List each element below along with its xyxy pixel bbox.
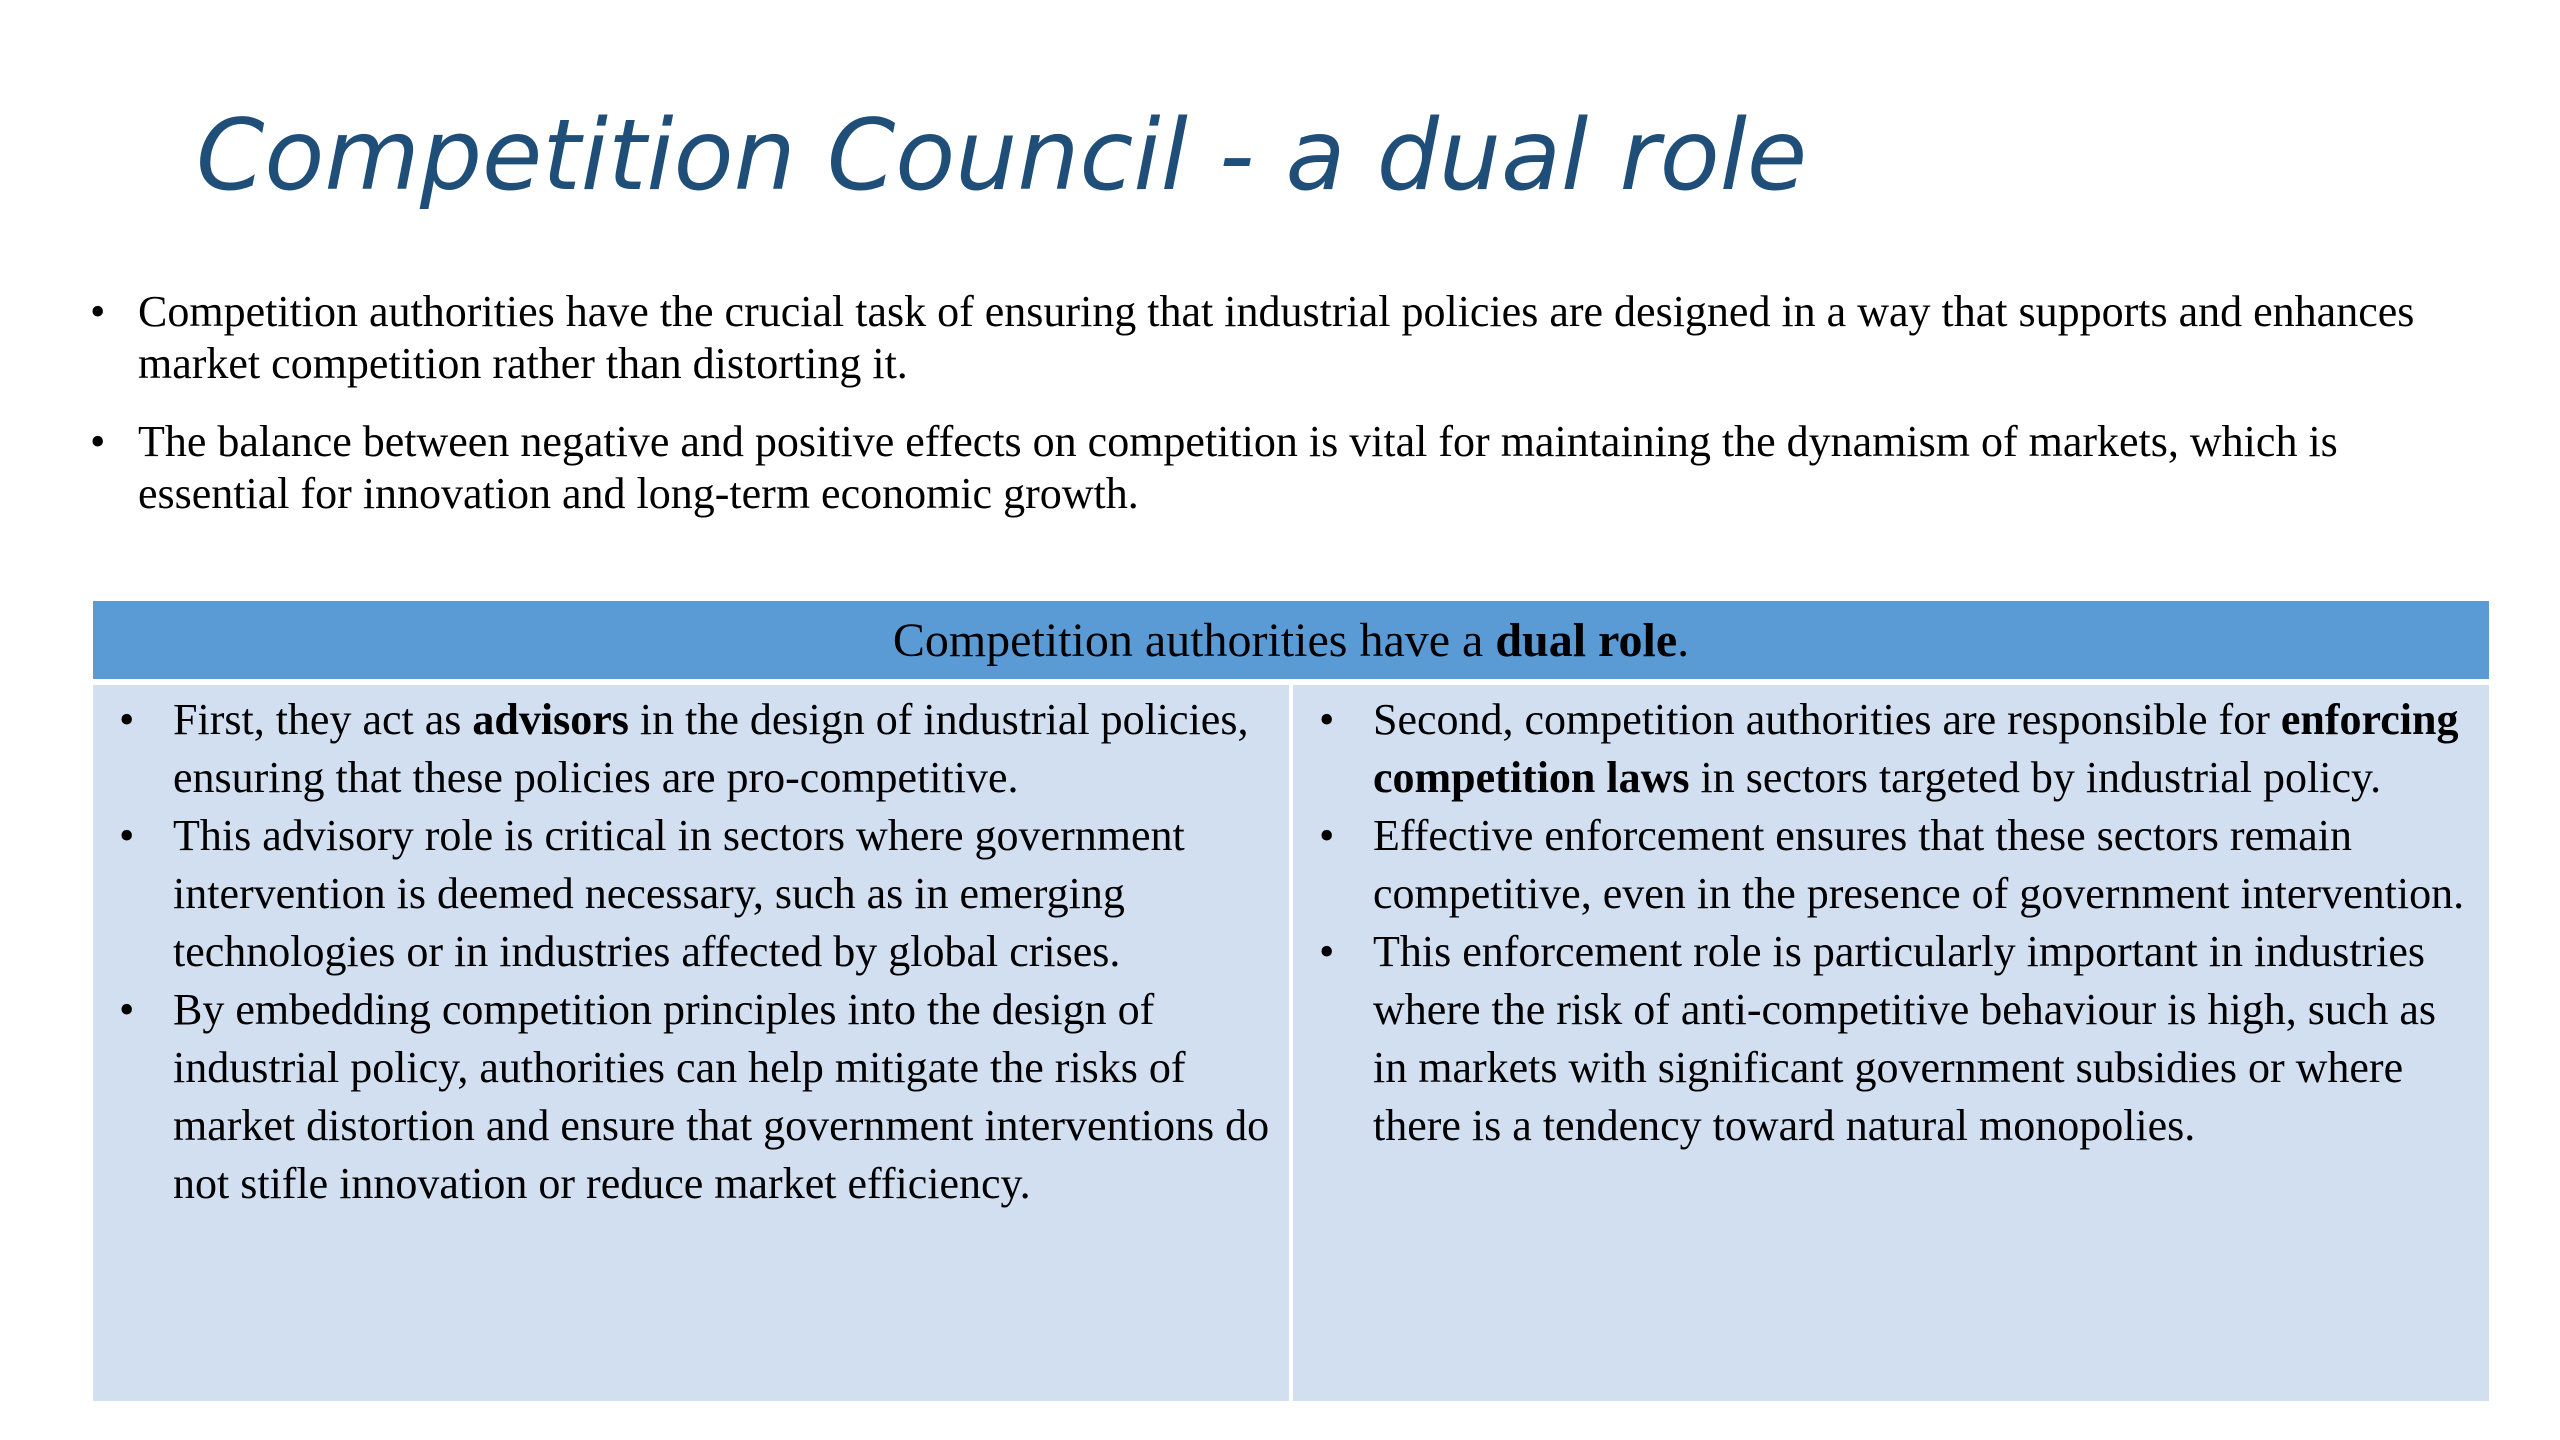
advisor-bullet-3: • By embedding competition principles into the design of industrial policy, authorities can help mitigate the risks of market distortion and ensure that government interventions do not stifle innovation or reduce market efficiency. [109,981,1273,1213]
enforcer-bullet-1 [1309,691,2473,807]
enforcer-bullet-3: • This enforcement role is particularly important in industries where the risk of anti-competitive behaviour is high, such as in markets with significant government subsidies or where there is a tendency toward natural monopolies. [1309,923,2473,1155]
advisor-bullet-1-post: in the design of industrial policies, ensuring that these policies are pro-competitive. [173,695,1249,802]
intro-bullet-1: • Competition authorities have the crucial task of ensuring that industrial policies are designed in a way that supports and enhances market competition rather than distorting it. [84,286,2484,390]
table-header-cell [93,601,2489,682]
table-header-suffix: . [1677,613,1690,667]
advisor-role-cell [93,682,1291,1401]
table-header-prefix: Competition authorities have a [892,613,1496,667]
advisor-bullet-2: • This advisory role is critical in sectors where government intervention is deemed necessary, such as in emerging technologies or in industries affected by global crises. [109,807,1273,981]
table-header-bold: dual role [1495,613,1678,667]
advisor-bullet-1-pre: First, they act as [173,695,473,744]
enforcer-bullet-1-bold: enforcing competition laws [1373,695,2459,802]
table-body-row [93,682,2489,1401]
slide-title: Competition Council - a dual role [196,99,1808,213]
advisor-bullet-1 [109,691,1273,807]
intro-bullet-list [84,286,2484,546]
advisor-role-list [109,691,1273,1213]
intro-bullet-2: • The balance between negative and positive effects on competition is vital for maintaining the dynamism of markets, which is essential for innovation and long-term economic growth. [84,416,2484,520]
dual-role-table [93,601,2489,1401]
enforcer-role-list [1309,691,2473,1155]
enforcer-bullet-1-pre: Second, competition authorities are responsible for [1373,695,2281,744]
table-header-row [93,601,2489,682]
advisor-bullet-1-bold: advisors [472,695,629,744]
enforcer-bullet-2: • Effective enforcement ensures that these sectors remain competitive, even in the presence of government intervention. [1309,807,2473,923]
enforcer-role-cell [1291,682,2489,1401]
enforcer-bullet-1-post: in sectors targeted by industrial policy. [1689,753,2382,802]
